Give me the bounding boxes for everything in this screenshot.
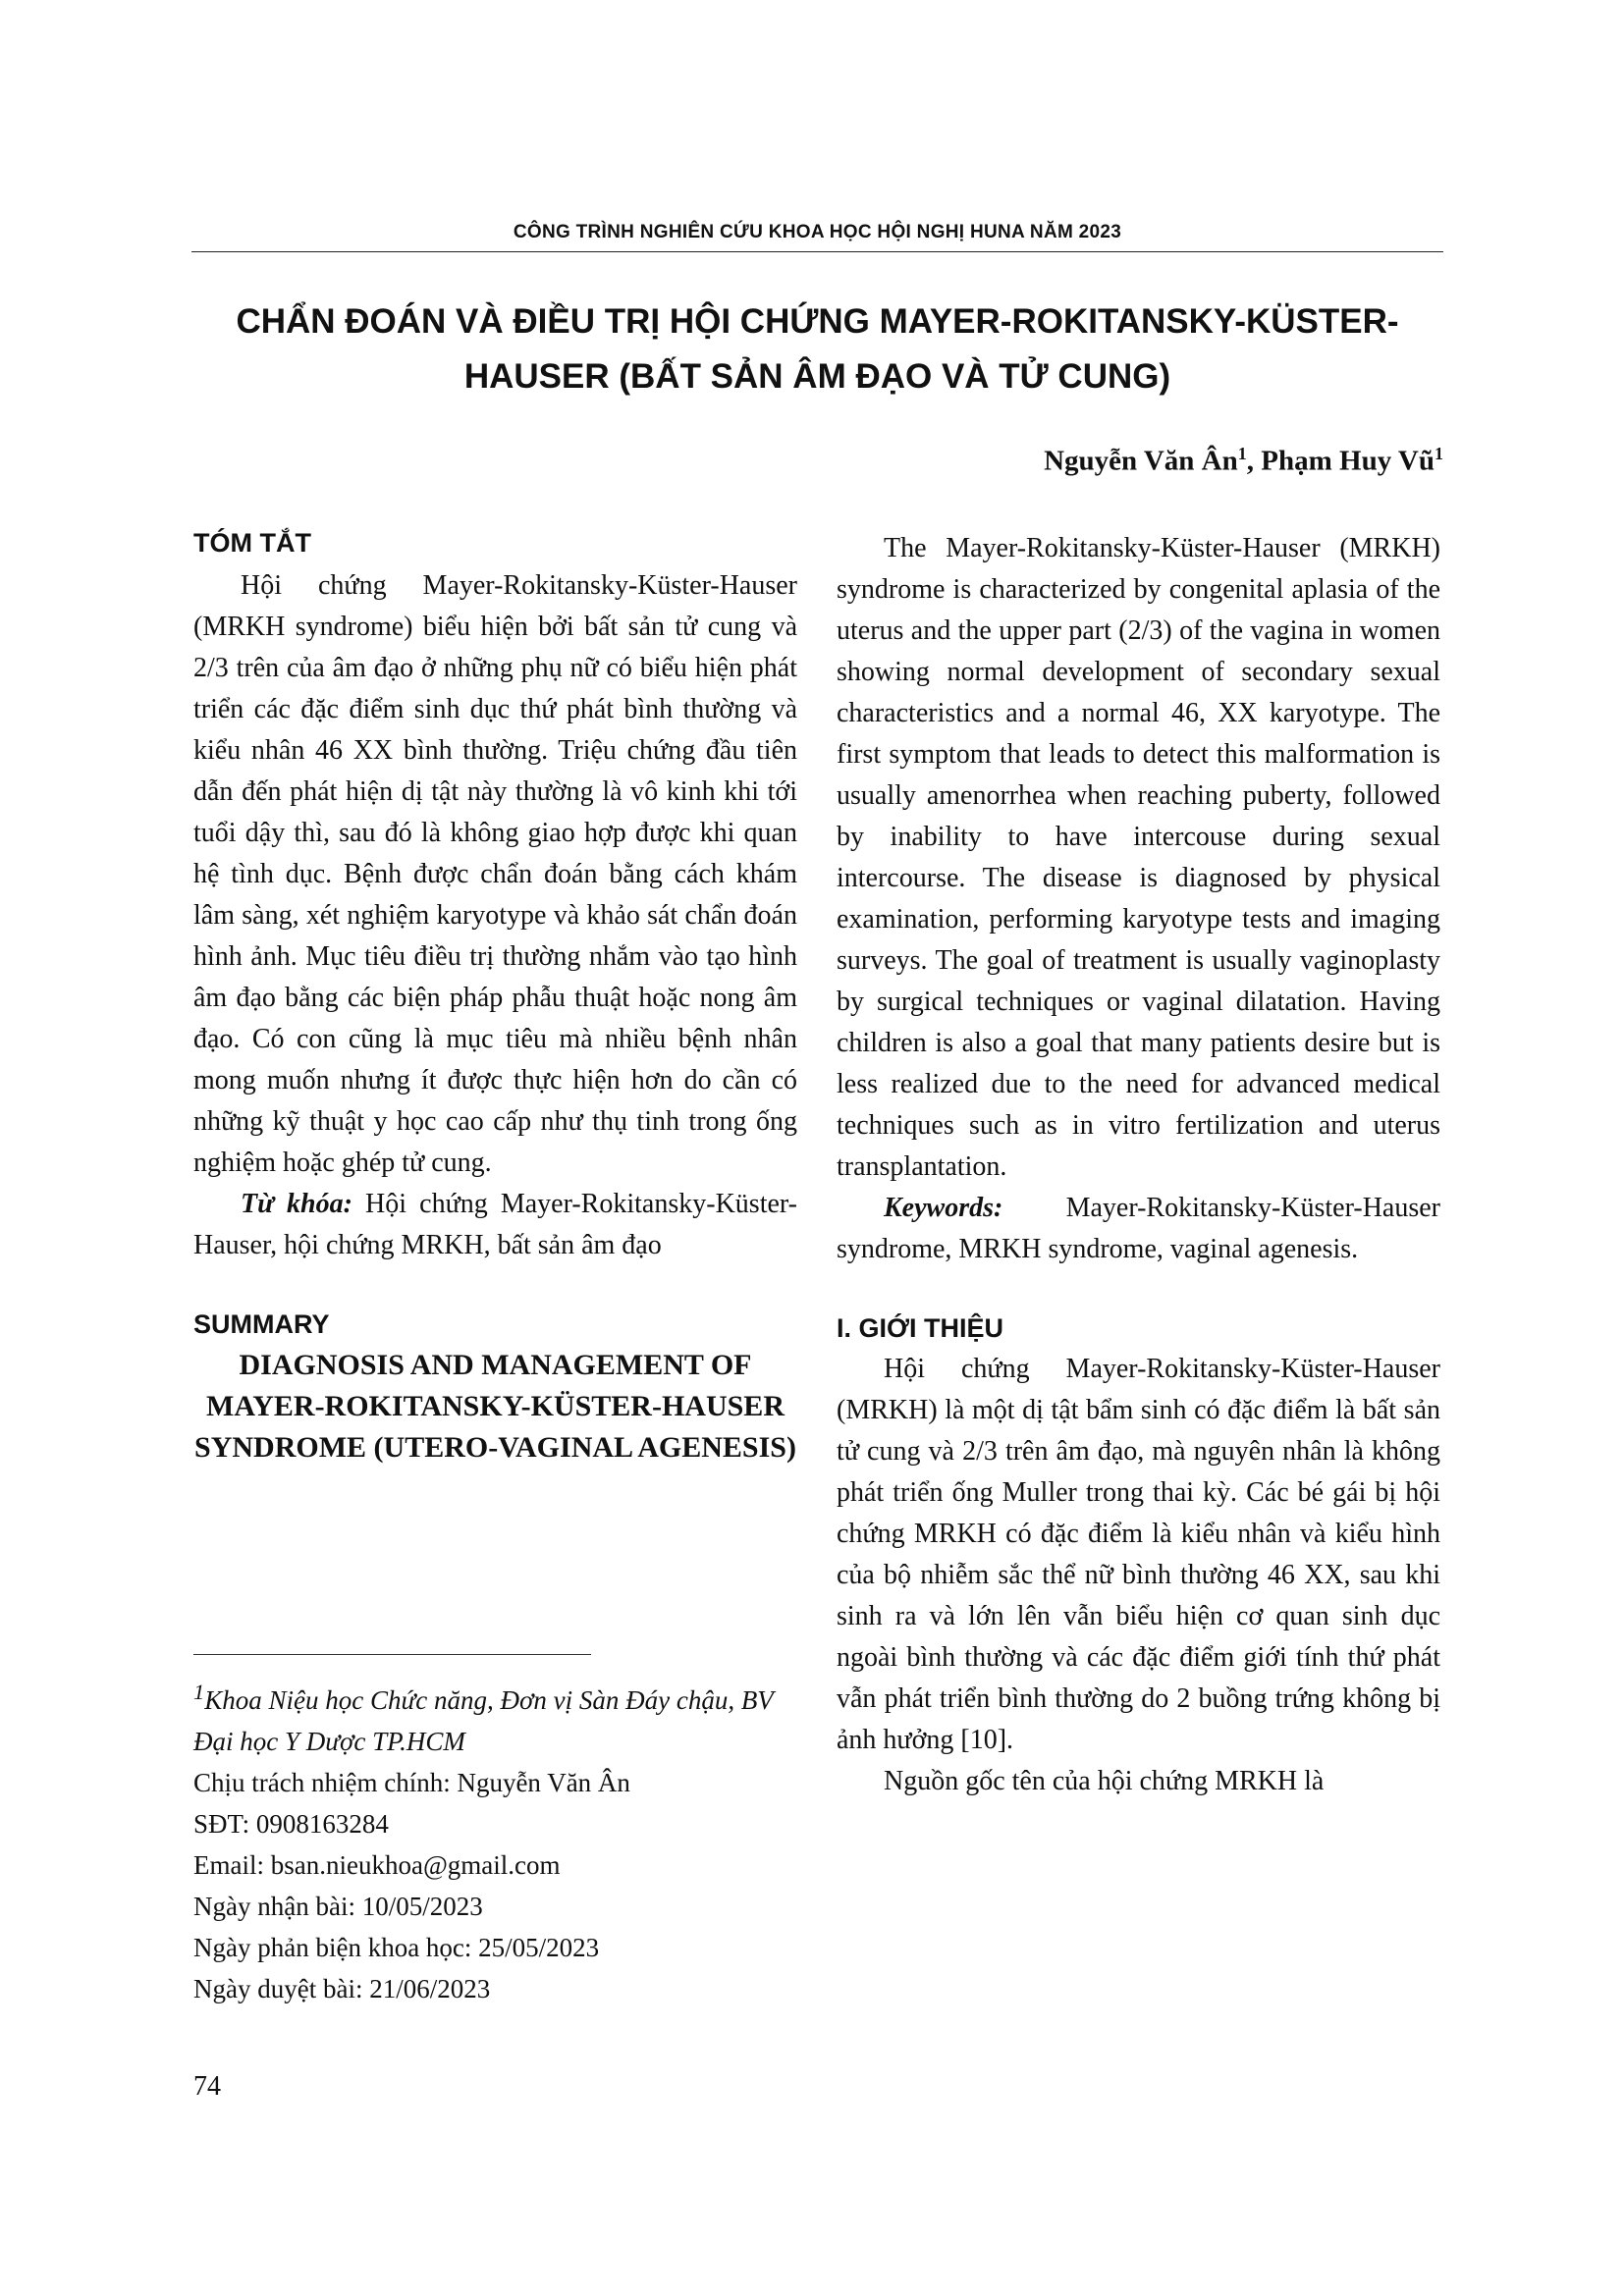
intro-heading: I. GIỚI THIỆU [837, 1313, 1004, 1343]
date-approved: Ngày duyệt bài: 21/06/2023 [193, 1974, 491, 2003]
affiliation-text: Khoa Niệu học Chức năng, Đơn vị Sàn Đáy chậu, BV Đại học Y Dược TP.HCM [193, 1685, 774, 1756]
keywords-vi-text: Hội chứng Mayer-Rokitansky-Küster-Hauser, hội chứng MRKH, bất sản âm đạo [193, 1189, 797, 1260]
summary-title: DIAGNOSIS AND MANAGEMENT OF MAYER-ROKITANSKY-KÜSTER-HAUSER SYNDROME (UTERO-VAGINAL AGENESIS) [194, 1349, 796, 1464]
footnote-rule [193, 1654, 591, 1655]
page-number: 74 [193, 2071, 221, 2102]
keywords-en-label: Keywords: [884, 1193, 1003, 1223]
footnote [193, 1672, 807, 2009]
article-title [191, 294, 1443, 404]
date-received: Ngày nhận bài: 10/05/2023 [193, 1892, 483, 1921]
keywords-en-text: Mayer-Rokitansky-Küster-Hauser syndrome, MRKH syndrome, vaginal agenesis. [837, 1193, 1440, 1264]
author-1-name: Nguyễn Văn Ân [1044, 445, 1238, 477]
abstract-vi: Hội chứng Mayer-Rokitansky-Küster-Hauser (MRKH syndrome) biểu hiện bởi bất sản tử cung và 2/3 trên của âm đạo ở những phụ nữ có biểu hiện phát triển các đặc điểm sinh dục thứ phát bình thường và kiểu nhân 46 XX bình thường. Triệu chứng đầu tiên dẫn đến phát hiện dị tật này thường là vô kinh khi tới tuổi dậy thì, sau đó là không giao hợp được khi quan hệ tình dục. Bệnh được chẩn đoán bằng cách khám lâm sàng, xét nghiệm karyotype và khảo sát chẩn đoán hình ảnh. Mục tiêu điều trị thường nhắm vào tạo hình âm đạo bằng các biện pháp phẫu thuật hoặc nong âm đạo. Có con cũng là mục tiêu mà nhiều bệnh nhân mong muốn nhưng ít được thực hiện hơn do cần có những kỹ thuật y học cao cấp như thụ tinh trong ống nghiệm hoặc ghép tử cung. [193, 570, 797, 1178]
abstract-en: The Mayer-Rokitansky-Küster-Hauser (MRKH) syndrome is characterized by congenital aplasia of the uterus and the upper part (2/3) of the vagina in women showing normal development of secondary sexual characteristics and a normal 46, XX karyotype. The first symptom that leads to detect this malformation is usually amenorrhea when reaching puberty, followed by inability to have intercouse during sexual intercourse. The disease is diagnosed by physical examination, performing karyotype tests and imaging surveys. The goal of treatment is usually vaginoplasty by surgical techniques or vaginal dilatation. Having children is also a goal that many patients desire but is less realized due to the need for advanced medical techniques such as in vitro fertilization and uterus transplantation. [837, 533, 1440, 1182]
intro-paragraph-1: Hội chứng Mayer-Rokitansky-Küster-Hauser (MRKH) là một dị tật bẩm sinh có đặc điểm là bất sản tử cung và 2/3 trên âm đạo, mà nguyên nhân là không phát triển ống Muller trong thai kỳ. Các bé gái bị hội chứng MRKH có đặc điểm là kiểu nhân và kiểu hình của bộ nhiễm sắc thể nữ bình thường 46 XX, sau khi sinh ra và lớn lên vẫn biểu hiện cơ quan sinh dục ngoài bình thường và các đặc điểm giới tính thứ phát vẫn phát triển bình thường do 2 buồng trứng không bị ảnh hưởng [10]. [837, 1354, 1440, 1755]
authors [1044, 444, 1443, 478]
author-1-affil: 1 [1237, 444, 1247, 463]
title-line-1: CHẨN ĐOÁN VÀ ĐIỀU TRỊ HỘI CHỨNG MAYER-ROKITANSKY-KÜSTER- [236, 302, 1399, 341]
author-separator: , [1246, 445, 1262, 477]
author-2-affil: 1 [1435, 444, 1443, 463]
author-2-name: Phạm Huy Vũ [1261, 445, 1435, 477]
keywords-en [837, 1188, 1440, 1270]
right-column [837, 528, 1440, 1802]
abstract-heading: TÓM TẮT [193, 528, 311, 558]
keywords-vi-label: Từ khóa: [241, 1189, 352, 1219]
affiliation [193, 1672, 807, 1762]
running-head: CÔNG TRÌNH NGHIÊN CỨU KHOA HỌC HỘI NGHỊ HUNA NĂM 2023 [513, 222, 1122, 242]
email: Email: bsan.nieukhoa@gmail.com [193, 1850, 561, 1880]
title-line-2: HAUSER (BẤT SẢN ÂM ĐẠO VÀ TỬ CUNG) [463, 357, 1171, 396]
date-reviewed: Ngày phản biện khoa học: 25/05/2023 [193, 1933, 600, 1962]
keywords-vi [193, 1184, 797, 1266]
left-column [193, 522, 797, 1468]
affiliation-sup: 1 [193, 1680, 205, 1704]
responsible-author: Chịu trách nhiệm chính: Nguyễn Văn Ân [193, 1768, 630, 1797]
header-rule [191, 251, 1443, 252]
phone: SĐT: 0908163284 [193, 1809, 389, 1839]
summary-heading: SUMMARY [193, 1309, 330, 1339]
intro-paragraph-2: Nguồn gốc tên của hội chứng MRKH là [884, 1766, 1325, 1796]
